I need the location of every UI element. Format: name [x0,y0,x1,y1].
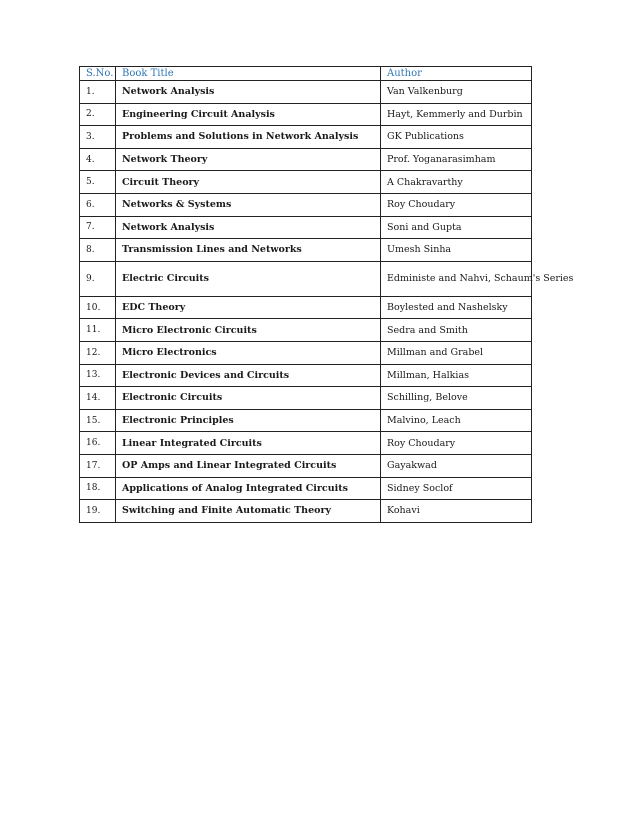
book-title: OP Amps and Linear Integrated Circuits [116,454,381,477]
row-number: 10. [80,296,116,319]
book-author: Gayakwad [381,454,532,477]
row-number: 19. [80,500,116,523]
book-title: EDC Theory [116,296,381,319]
book-author: Sedra and Smith [381,319,532,342]
table-row [80,319,532,342]
book-author: Soni and Gupta [381,216,532,239]
row-number: 16. [80,432,116,455]
table-row [80,171,532,194]
book-author: Hayt, Kemmerly and Durbin [381,103,532,126]
row-number: 4. [80,148,116,171]
table-row [80,81,532,104]
table-row [80,500,532,523]
book-author: Van Valkenburg [381,81,532,104]
book-author: Kohavi [381,500,532,523]
table-row [80,239,532,262]
book-title: Switching and Finite Automatic Theory [116,500,381,523]
book-title: Network Analysis [116,81,381,104]
table-row [80,103,532,126]
row-number: 2. [80,103,116,126]
table-row [80,296,532,319]
table-row [80,454,532,477]
row-number: 6. [80,193,116,216]
header-author: Author [381,67,532,81]
row-number: 13. [80,364,116,387]
row-number: 3. [80,126,116,149]
table-row [80,126,532,149]
header-book-title: Book Title [116,67,381,81]
book-title: Electronic Principles [116,409,381,432]
book-author: A Chakravarthy [381,171,532,194]
table-row [80,364,532,387]
book-title: Electronic Devices and Circuits [116,364,381,387]
book-title: Problems and Solutions in Network Analysis [116,126,381,149]
table-row [80,216,532,239]
book-title: Electronic Circuits [116,387,381,410]
book-title: Micro Electronic Circuits [116,319,381,342]
book-author: GK Publications [381,126,532,149]
row-number: 5. [80,171,116,194]
book-title: Circuit Theory [116,171,381,194]
table-row [80,409,532,432]
book-author: Millman, Halkias [381,364,532,387]
header-sno: S.No. [80,67,116,81]
book-title: Network Theory [116,148,381,171]
book-author: Millman and Grabel [381,341,532,364]
book-list-table [79,66,574,523]
book-author: Roy Choudary [381,432,532,455]
row-number: 1. [80,81,116,104]
book-title: Transmission Lines and Networks [116,239,381,262]
row-number: 17. [80,454,116,477]
table-row [80,387,532,410]
table-row [80,477,532,500]
book-title: Engineering Circuit Analysis [116,103,381,126]
row-number: 11. [80,319,116,342]
book-title: Linear Integrated Circuits [116,432,381,455]
table-row [80,193,532,216]
row-number: 18. [80,477,116,500]
book-author: Sidney Soclof [381,477,532,500]
book-title: Electric Circuits [116,261,381,296]
book-title: Applications of Analog Integrated Circuits [116,477,381,500]
book-title: Micro Electronics [116,341,381,364]
book-author: Umesh Sinha [381,239,532,262]
book-author: Roy Choudary [381,193,532,216]
book-author: Malvino, Leach [381,409,532,432]
row-number: 12. [80,341,116,364]
table-row [80,261,532,296]
book-author: Edministe and Nahvi, Schaum's Series [381,261,532,296]
row-number: 14. [80,387,116,410]
book-title: Network Analysis [116,216,381,239]
book-author: Schilling, Belove [381,387,532,410]
table-row [80,432,532,455]
table-row [80,341,532,364]
book-author: Prof. Yoganarasimham [381,148,532,171]
book-author: Boylested and Nashelsky [381,296,532,319]
row-number: 9. [80,261,116,296]
table-header-row [80,67,532,81]
row-number: 8. [80,239,116,262]
table-row [80,148,532,171]
book-title: Networks & Systems [116,193,381,216]
row-number: 7. [80,216,116,239]
row-number: 15. [80,409,116,432]
